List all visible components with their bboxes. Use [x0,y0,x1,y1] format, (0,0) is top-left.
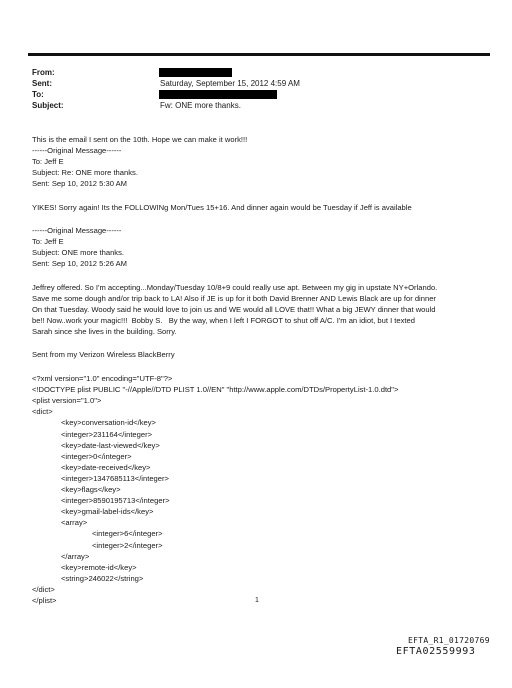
plist-line: <string>246022</string> [61,573,144,583]
msg1-divider: ------Original Message------ [32,146,122,155]
subject-value: Fw: ONE more thanks. [160,101,241,110]
from-label: From: [32,68,55,77]
paragraph-line: Jeffrey offered. So I'm accepting...Monday/Tuesday 10/8+9 could really use apt. Between my gig in upstate NY+Orlando. [32,283,438,292]
plist-line: <integer>2</integer> [92,540,163,550]
header-rule [28,53,490,56]
from-redaction [159,68,232,77]
plist-line: <array> [61,518,88,528]
plist-line: </dict> [32,584,55,594]
to-redaction [159,90,277,99]
plist-line: </plist> [32,596,57,605]
plist-line: <dict> [32,407,53,417]
plist-line: <integer>231164</integer> [61,429,153,439]
page-number: 1 [255,597,259,604]
intro-line: This is the email I sent on the 10th. Hope we can make it work!!! [32,135,248,144]
msg1-to: To: Jeff E [32,157,64,166]
plist-line: <key>date-last-viewed</key> [61,440,160,450]
sent-value: Saturday, September 15, 2012 4:59 AM [160,79,300,88]
to-label: To: [32,90,44,99]
msg2-to: To: Jeff E [32,237,64,246]
plist-line: <integer>8590195713</integer> [61,496,170,506]
msg1-subject: Subject: Re: ONE more thanks. [32,168,138,177]
plist-line: <integer>1347685113</integer> [61,473,169,483]
paragraph-line: Sarah since she lives in the building. Sorry. [32,327,177,336]
plist-line: <integer>6</integer> [92,529,163,539]
paragraph-line: On that Tuesday. Woody said he would love to join us and WE would all LOVE that!! What a big JEWY dinner that would [32,305,436,314]
plist-line: </array> [61,551,90,561]
plist-line: <key>gmail-label-ids</key> [61,507,154,517]
msg2-divider: ------Original Message------ [32,226,122,235]
msg2-sent: Sent: Sep 10, 2012 5:26 AM [32,259,127,268]
bates-stamp-large: EFTA02559993 [396,646,476,657]
paragraph-line: Save me some dough and/or trip back to LA! Also if JE is up for it both David Brenner AND Lewis Black are up for dinner [32,294,436,303]
plist-line: <plist version="1.0"> [32,396,102,406]
plist-line: <!DOCTYPE plist PUBLIC "-//Apple//DTD PLIST 1.0//EN" "http://www.apple.com/DTDs/PropertyList-1.0.dtd"> [32,385,399,395]
sent-label: Sent: [32,79,52,88]
yikes-line: YIKES! Sorry again! Its the FOLLOWINg Mon/Tues 15+16. And dinner again would be Tuesday if Jeff is available [32,203,412,212]
plist-line: <key>conversation-id</key> [61,418,156,428]
subject-label: Subject: [32,101,64,110]
bates-stamp-small: EFTA_R1_01720769 [408,636,490,645]
plist-line: <key>date-received</key> [61,462,151,472]
plist-line: <?xml version="1.0" encoding="UTF-8"?> [32,374,173,383]
msg2-subject: Subject: ONE more thanks. [32,248,125,257]
msg1-sent: Sent: Sep 10, 2012 5:30 AM [32,179,127,188]
plist-line: <integer>0</integer> [61,451,132,461]
plist-line: <key>remote-id</key> [61,562,137,572]
paragraph-line: be!! Now..work your magic!!! Bobby S. By the way, when I left I FORGOT to shut off A/C. I'm an idiot, but I texted [32,316,415,325]
signature-line: Sent from my Verizon Wireless BlackBerry [32,350,175,359]
plist-line: <key>flags</key> [61,485,121,494]
